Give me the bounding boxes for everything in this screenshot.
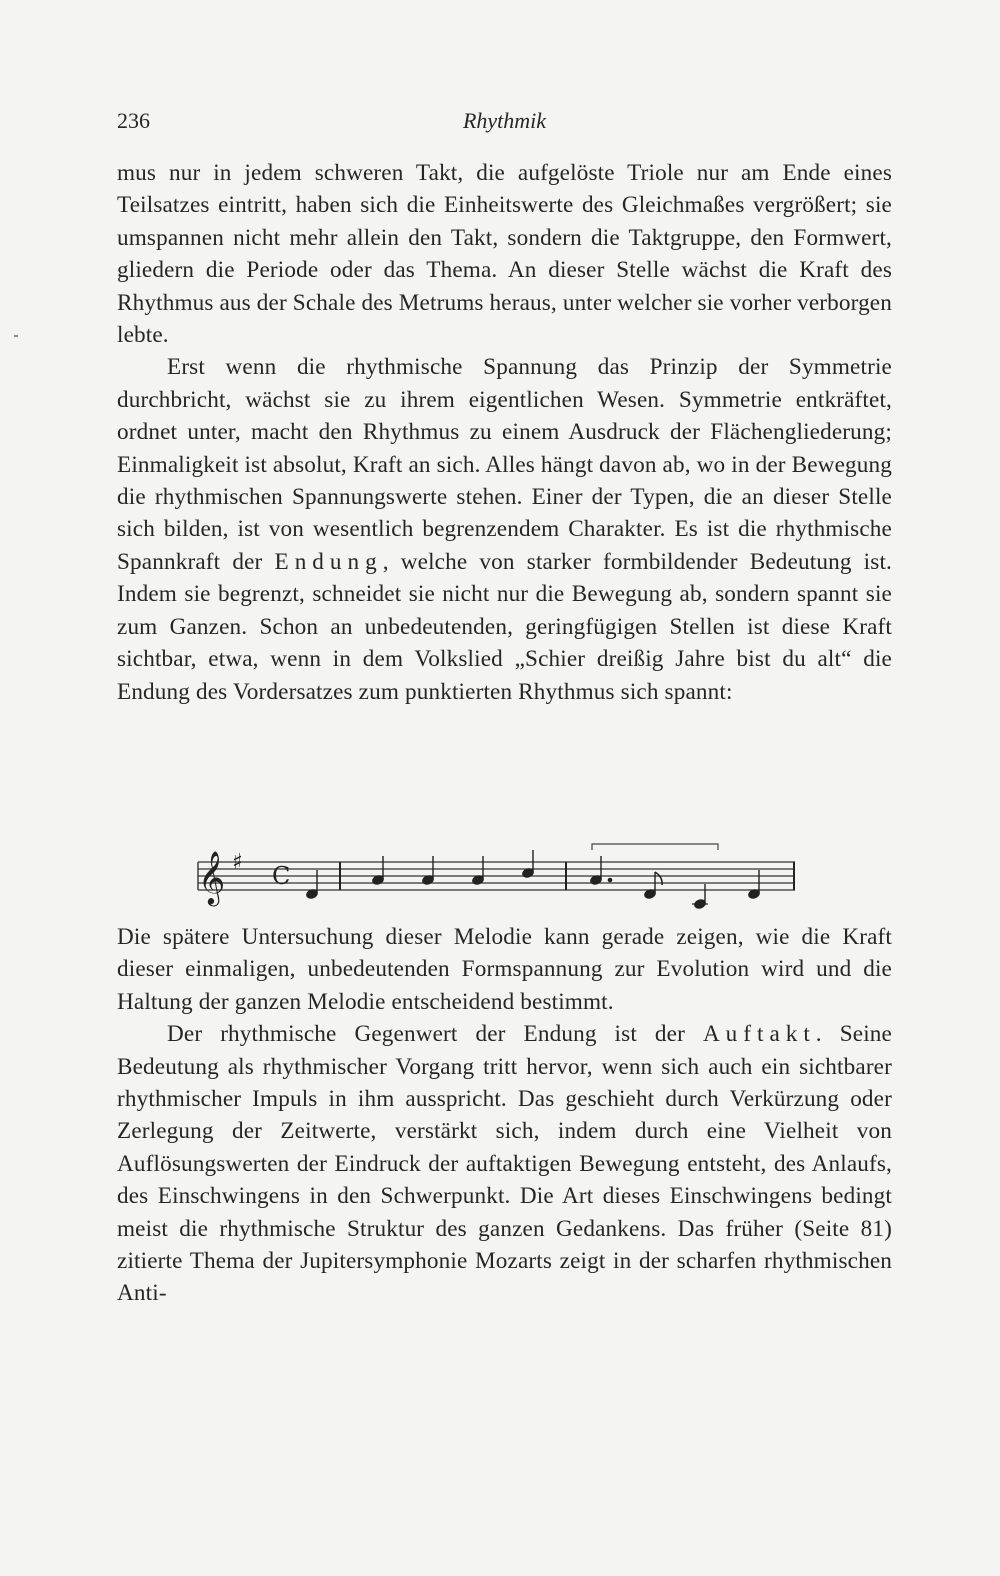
emphasized-word-endung: Endung bbox=[274, 548, 383, 575]
note bbox=[692, 884, 708, 910]
paragraph-text: Der rhythmische Gegenwert der Endung ist der bbox=[167, 1021, 685, 1048]
paragraph-auftakt bbox=[117, 1018, 892, 1310]
music-example bbox=[190, 836, 810, 916]
note bbox=[747, 870, 760, 900]
page-number: 236 bbox=[117, 108, 150, 133]
margin-mark bbox=[14, 335, 18, 337]
paragraph-melody: Die spätere Untersuchung dieser Melodie kann gerade zeigen, wie die Kraft dieser einmaligen, unbedeutenden Formspannung zur Evolution wird und die Haltung der ganzen Melodie entscheidend bestimmt. bbox=[117, 924, 892, 1015]
text-block-upper bbox=[117, 157, 892, 708]
emphasized-word-auftakt: Auftakt bbox=[702, 1021, 816, 1048]
paragraph-text: , welche von starker formbildender Bedeutung ist. Indem sie begrenzt, schneidet sie nicht nur die Bewegung ab, sondern spannt sie zum Ganzen. Schon an unbedeutenden, geringfügigen Stellen ist diese Kraft sichtbar, etwa, wenn in dem Volkslied „Schier dreißig Jahre bist du alt“ die Endung des Vordersatzes zum punktierten Rhythmus sich spannt: bbox=[117, 548, 892, 705]
sharp-icon: ♯ bbox=[232, 850, 243, 875]
note bbox=[371, 856, 384, 886]
page-header bbox=[117, 108, 892, 140]
paragraph-continuation: mus nur in jedem schweren Takt, die aufgelöste Triole nur am Ende eines Teilsatzes eintritt, haben sich die Einheitswerte des Gleichmaßes vergrößert; sie umspannen nicht mehr allein den Takt, sondern die Taktgruppe, den Formwert, gliedern die Periode oder das Thema. An dieser Stelle wächst die Kraft des Rhythmus aus der Schale des Metrums heraus, unter welcher sie vorher verborgen lebte. bbox=[117, 160, 892, 349]
note bbox=[421, 856, 434, 886]
common-time-icon: C bbox=[272, 862, 291, 890]
text-block-lower bbox=[117, 921, 892, 1310]
note bbox=[471, 856, 484, 886]
paragraph-symmetry bbox=[117, 351, 892, 707]
note bbox=[521, 850, 534, 879]
bracket bbox=[592, 844, 718, 850]
note bbox=[305, 870, 318, 900]
note bbox=[589, 856, 611, 886]
running-title: Rhythmik bbox=[462, 108, 547, 133]
paragraph-text: . Seine Bedeutung als rhythmischer Vorgang tritt hervor, wenn sich auch ein sichtbarer rhythmischer Impuls in ihm ausspricht. Das geschieht durch Verkürzung oder Zerlegung der Zeitwerte, verstärkt sich, indem durch eine Vielheit von Auflösungswerten der Eindruck der auftaktigen Bewegung entsteht, des Anlaufs, des Einschwingens in den Schwerpunkt. Die Art dieses Einschwingens bedingt meist die rhythmische Struktur des ganzen Gedankens. Das früher (Seite 81) zitierte Thema der Jupitersymphonie Mozarts zeigt in der scharfen rhythmischen Anti- bbox=[117, 1021, 892, 1307]
treble-clef-icon: 𝄞 bbox=[198, 850, 226, 904]
paragraph-text: Erst wenn die rhythmische Spannung das Prinzip der Symmetrie durchbricht, wächst sie zu ihrem eigentlichen Wesen. Symmetrie entkräftet, ordnet unter, macht den Rhythmus zu einem Ausdruck der Flächengliederung; Einmaligkeit ist absolut, Kraft an sich. Alles hängt davon ab, wo in der Bewegung die rhythmischen Spannungswerte stehen. Einer der Typen, die an dieser Stelle sich bilden, ist von wesentlich begrenzendem Charakter. Es ist die rhythmische Spannkraft der bbox=[117, 354, 892, 575]
